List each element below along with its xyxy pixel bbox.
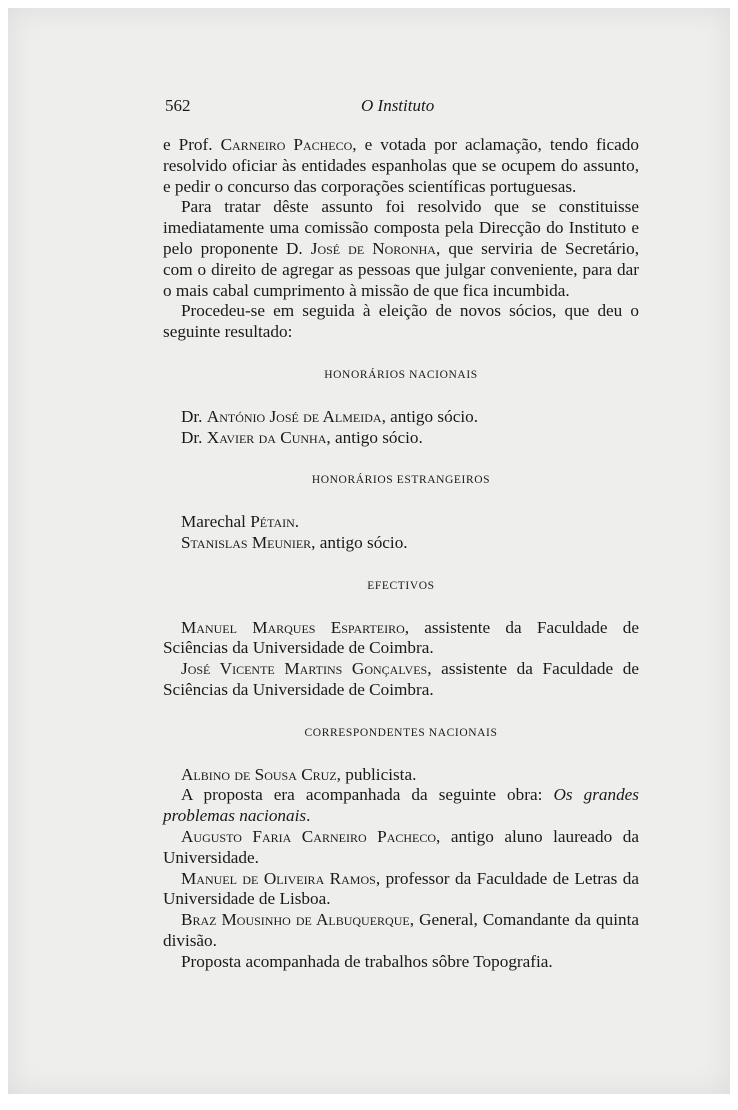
text: Dr. — [181, 406, 207, 426]
person-name: José de Noronha — [310, 238, 436, 258]
text: , assistente da Faculdade de Sciências da Universidade de Coimbra. — [163, 659, 640, 699]
section-heading: EFECTIVOS — [367, 579, 435, 592]
person-name: Albino de Sousa Cruz — [181, 764, 337, 784]
document-page — [8, 8, 730, 1094]
text: A proposta era acompanhada da seguinte obra: — [181, 785, 554, 805]
list-item — [163, 512, 639, 533]
person-name: Carneiro Pacheco — [220, 135, 353, 154]
text: Para tratar dêste assunto foi resolvido que se constituisse imediatamente uma comissão composta pela Direcção do Instituto e pelo proponente D. — [163, 197, 639, 258]
person-name: Augusto Faria Carneiro Pacheco — [181, 826, 437, 846]
list-item — [163, 533, 639, 554]
text: , antigo sócio. — [381, 406, 478, 426]
person-name: José Vicente Martins Gonçalves — [181, 659, 428, 679]
paragraph — [163, 135, 639, 197]
text: . — [294, 512, 300, 532]
text: , antigo sócio. — [311, 532, 408, 552]
paragraph: Procedeu-se em seguida à eleição de novos sócios, que deu o seguinte resultado: — [163, 301, 639, 342]
section-heading: HONORÁRIOS ESTRANGEIROS — [311, 474, 491, 487]
section-heading: HONORÁRIOS NACIONAIS — [324, 368, 478, 381]
text: , assistente da Faculdade de Sciências da Universidade de Coimbra. — [163, 617, 639, 658]
page-body — [163, 135, 639, 973]
text: Marechal — [181, 512, 251, 532]
section-heading: CORRESPONDENTES NACIONAIS — [304, 726, 498, 739]
paragraph — [163, 197, 639, 301]
text: , General, Comandante da quinta divisão. — [163, 910, 639, 950]
person-name: Pétain — [250, 512, 295, 532]
list-item — [163, 910, 639, 952]
list-item — [163, 869, 639, 911]
list-item — [163, 618, 639, 660]
text: , antigo aluno laureado da Universidade. — [163, 826, 639, 867]
list-item — [163, 827, 639, 869]
text: , antigo sócio. — [326, 427, 423, 447]
text: e Prof. — [163, 135, 221, 154]
work-title: Os grandes problemas nacionais — [163, 785, 639, 826]
page-number: 562 — [165, 96, 191, 115]
text: , publicista. — [336, 764, 417, 784]
text: , que serviria de Secretário, com o direito de agregar as pessoas que julgar conveniente, para dar o mais cabal cumprimento à missão de que fica incumbida. — [163, 238, 639, 300]
text: . — [306, 806, 311, 826]
person-name: Braz Mousinho de Albuquerque — [181, 910, 410, 930]
paragraph — [163, 785, 639, 827]
list-item — [163, 407, 639, 428]
text: , e votada por aclamação, tendo ficado resolvido oficiar às entidades espanholas que se ocupem do assunto, e pedir o concurso das corporações scientíficas portuguesas. — [163, 135, 639, 196]
text: , professor da Faculdade de Letras da Universidade de Lisboa. — [163, 868, 640, 909]
person-name: Xavier da Cunha — [206, 427, 327, 447]
text: Dr. — [181, 427, 207, 447]
list-item — [163, 765, 639, 786]
paragraph: Proposta acompanhada de trabalhos sôbre Topografia. — [181, 951, 553, 971]
running-title: O Instituto — [361, 96, 435, 115]
person-name: Manuel de Oliveira Ramos — [181, 868, 376, 888]
person-name: António José de Almeida — [206, 406, 382, 426]
list-item — [163, 659, 639, 701]
person-name: Manuel Marques Esparteiro — [181, 617, 405, 637]
person-name: Stanislas Meunier — [181, 532, 312, 552]
list-item — [163, 428, 639, 449]
